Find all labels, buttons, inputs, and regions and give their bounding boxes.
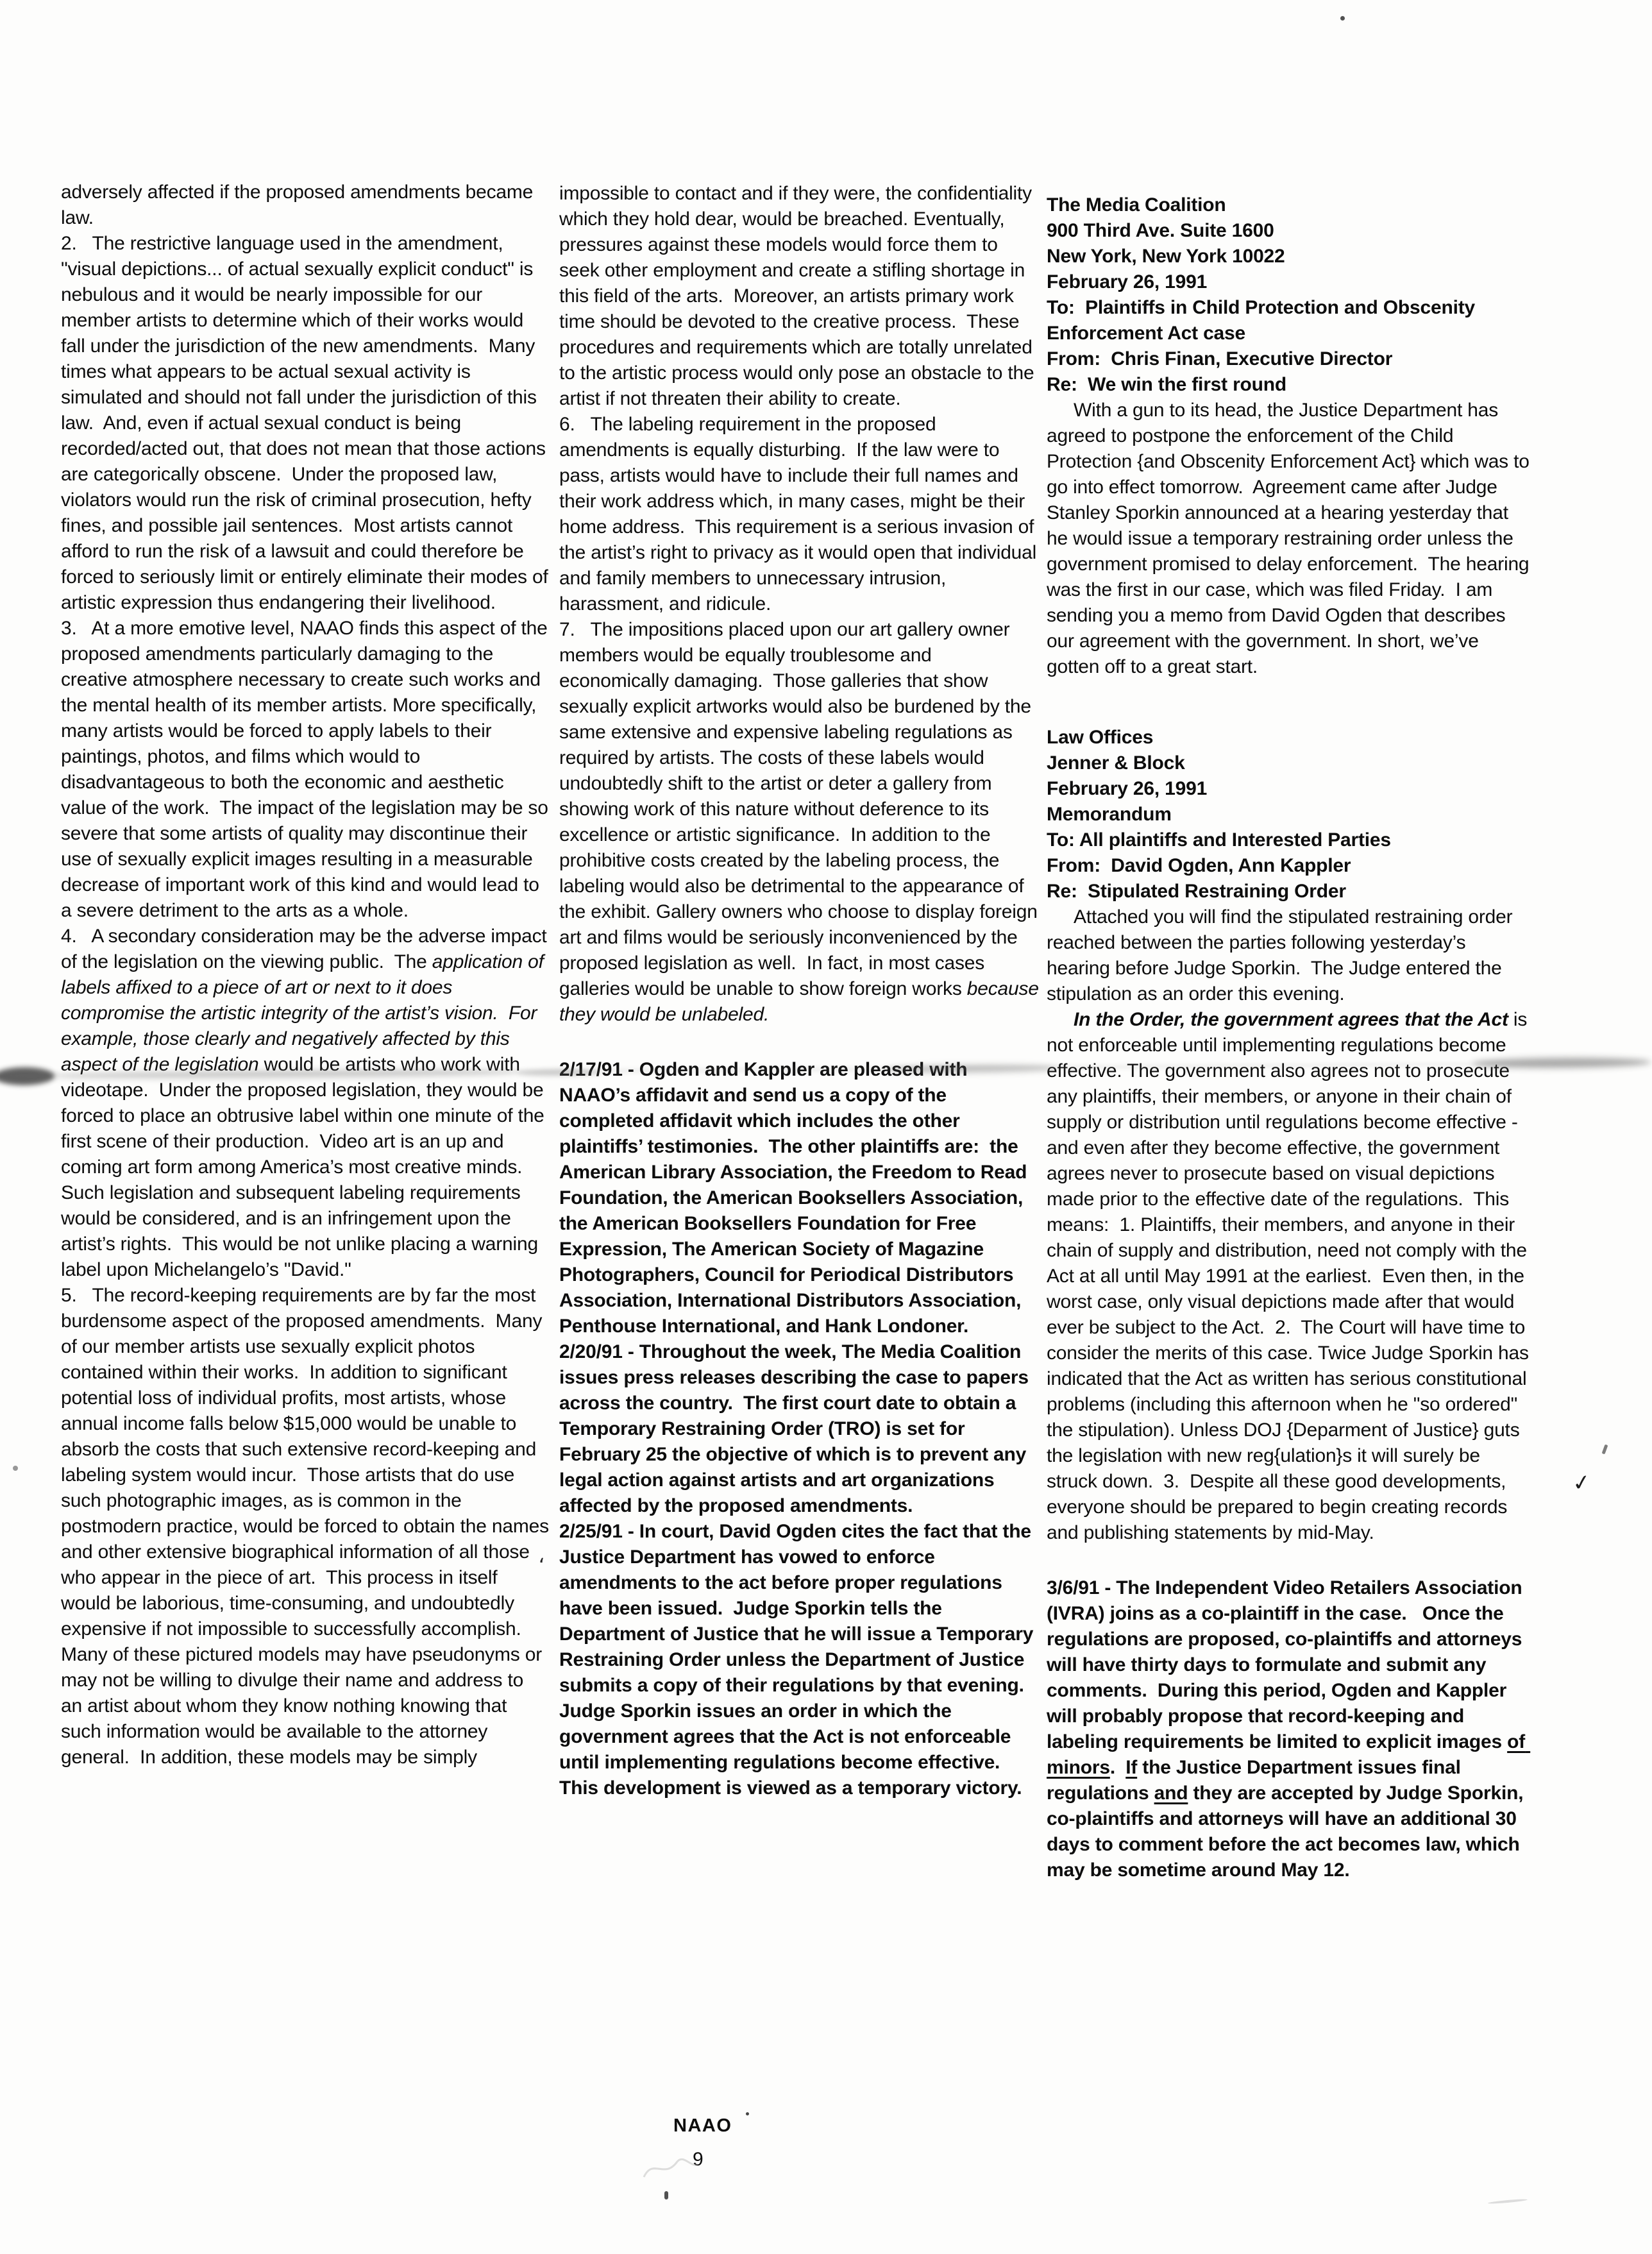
memo2-body-paragraph-2 <box>1047 1007 1534 1546</box>
footer-org-name: NAAO <box>673 2115 732 2136</box>
memo1-org-line: The Media Coalition <box>1047 194 1226 216</box>
entry-3-6-text-1: 3/6/91 - The Independent Video Retailers Association (IVRA) joins as a co-plaintiff in the case. Once the regulations are proposed, co-plaintiffs and attorneys will have thirty days to formulate and submit any comments. During this period, Ogden and Kappler will probably propose that record-keeping and labeling requirements be limited to explicit images <box>1047 1577 1528 1752</box>
entry-3-6-underline-of-minors: of minors <box>1047 1731 1531 1778</box>
column-2 <box>559 181 1044 1801</box>
paragraph-4-lead: 4. A secondary consideration may be the adverse impact of the legislation on the viewing public. The <box>61 926 552 972</box>
dust-speck <box>746 2112 749 2115</box>
memo2-bold-italic-lead: In the Order, the government agrees that the Act <box>1074 1009 1508 1030</box>
continuation-paragraph: adversely affected if the proposed amendments became law. <box>61 182 539 228</box>
memo2-from-line: From: David Ogden, Ann Kappler <box>1047 855 1351 876</box>
paragraph-7-text: 7. The impositions placed upon our art gallery owner members would be equally troublesome and economically damaging. Those galleries that show sexually explicit artworks would also be burdened by the same extensive and expensive labeling regulations as required by artists. The costs of these labels would undoubtedly shift to the artist or deter a gallery from showing work of this nature without deference to its excellence or artistic significance. In addition to the prohibitive costs created by the labeling process, the labeling would also be detrimental to the appearance of the exhibit. Gallery owners who choose to display foreign art and films would be seriously inconvenienced by the proposed legislation as well. In fact, in most cases galleries would be unable to show foreign works <box>559 619 1043 999</box>
memo1-from-line: From: Chris Finan, Executive Director <box>1047 348 1393 369</box>
paragraph-5-continuation: impossible to contact and if they were, the confidentiality which they hold dear, would be breached. Eventually, pressures against these models would force them to seek other employment and create a stifling shortage in this field of the arts. Moreover, an artists primary work time should be devoted to the creative process. These procedures and requirements which are totally unrelated to the artistic process would only pose an obstacle to the artist if not threaten their ability to create. <box>559 183 1040 409</box>
column-3 <box>1047 192 1534 1883</box>
paragraph-4-rest: would be artists who work with videotape. Under the proposed legislation, they would be forced to place an obtrusive label within one minute of the first scene of their production. Video art is an up and coming art form among America’s most creative minds. Such legislation and subsequent labeling requirements would be considered, and is an infringement upon the artist’s rights. This would be not unlike placing a warning label upon Michelangelo’s "David." <box>61 1054 550 1280</box>
smudge-blob <box>0 1067 55 1085</box>
memo1-city-line: New York, New York 10022 <box>1047 246 1285 267</box>
numbered-paragraph-2: 2. The restrictive language used in the amendment, "visual depictions... of actual sexually explicit conduct" is nebulous and it would be nearly impossible for our member artists to determine which of their works would fall under the jurisdiction of the new amendments. Many times what appears to be actual sexual activity is simulated and should not fall under the jurisdiction of this law. And, even if actual sexual conduct is being recorded/acted out, that does not mean that those actions are categorically obscene. Under the proposed law, violators would run the risk of criminal prosecution, hefty fines, and possible jail sentences. Most artists cannot afford to run the risk of a lawsuit and could therefore be forced to seriously limit or entirely eliminate their modes of artistic expression thus endangering their livelihood. <box>61 233 553 613</box>
timeline-entry-3-6-91 <box>1047 1575 1534 1883</box>
footer-page-number: 9 <box>693 2149 704 2170</box>
entry-3-6-underline-if: If <box>1125 1757 1138 1778</box>
memo1-body-paragraph: With a gun to its head, the Justice Department has agreed to postpone the enforcement of the Child Protection {and Obscenity Enforcement Act} which was to go into effect tomorrow. Agreement came after Judge Stanley Sporkin announced at a hearing yesterday that he would issue a temporary restraining order unless the government promised to delay enforcement. The hearing was the first in our case, which was filed Friday. I am sending you a memo from David Ogden that describes our agreement with the government. In short, we’ve gotten off to a great start. <box>1047 400 1535 677</box>
memo2-type-line: Memorandum <box>1047 804 1172 825</box>
memo1-date-line: February 26, 1991 <box>1047 271 1208 292</box>
memo2-to-line: To: All plaintiffs and Interested Parties <box>1047 829 1391 851</box>
timeline-entry-2-17-91: 2/17/91 - Ogden and Kappler are pleased with NAAO’s affidavit and send us a copy of the completed affidavit which includes the other plaintiffs’ testimonies. The other plaintiffs are: the American Library Association, the Freedom to Read Foundation, the American Booksellers Association, the American Booksellers Foundation for Free Expression, The American Society of Magazine Photographers, Council for Periodical Distributors Association, International Distributors Association, Penthouse International, and Hank Londoner. <box>559 1059 1032 1337</box>
memo2-header-block <box>1047 725 1534 904</box>
numbered-paragraph-3: 3. At a more emotive level, NAAO finds this aspect of the proposed amendments particularly damaging to the creative atmosphere necessary to create such works and the mental health of its member artists. More specifically, many artists would be forced to apply labels to their paintings, photos, and films which would to disadvantageous to both the economic and aesthetic value of the work. The impact of the legislation may be so severe that some artists of quality may discontinue their use of sexually explicit images resulting in a measurable decrease of important work of this kind and would lead to a severe detriment to the arts as a whole. <box>61 618 553 921</box>
memo2-firm-line: Law Offices <box>1047 727 1154 748</box>
dust-speck <box>1340 16 1345 21</box>
dust-speck <box>664 2191 668 2199</box>
dust-speck <box>13 1466 18 1471</box>
stray-apostrophe-mark: ʻ <box>539 1555 545 1577</box>
memo2-re-line: Re: Stipulated Restraining Order <box>1047 881 1346 902</box>
memo1-header-block <box>1047 192 1534 398</box>
memo2-date-line: February 26, 1991 <box>1047 778 1208 799</box>
numbered-paragraph-6: 6. The labeling requirement in the proposed amendments is equally disturbing. If the law were to pass, artists would have to include their full names and their work address which, in many cases, might be their home address. This requirement is a serious invasion of the artist’s right to privacy as it would open that individual and family members to unnecessary intrusion, harassment, and ridicule. <box>559 414 1042 614</box>
entry-3-6-text-4: they are accepted by Judge Sporkin, co-plaintiffs and attorneys will have an additional 30 days to comment before the act becomes law, which may be sometime around May 12. <box>1047 1783 1529 1881</box>
column-1 <box>61 180 555 1770</box>
numbered-paragraph-4 <box>61 924 550 1283</box>
memo2-firm-name-line: Jenner & Block <box>1047 752 1185 774</box>
numbered-paragraph-5: 5. The record-keeping requirements are by far the most burdensome aspect of the proposed amendments. Many of our member artists use sexually explicit photos contained within their works. In addition to significant potential loss of individual profits, most artists, whose annual income falls below $15,000 would be unable to absorb the costs that such extensive record-keeping and labeling system would incur. Those artists that do use such photographic images, as is common in the postmodern practice, would be forced to obtain the names and other extensive biographical information of all those who appear in the piece of art. This process in itself would be laborious, time-consuming, and undoubtedly expensive if not impossible to successfully accomplish. Many of these pictured models may have pseudonyms or may not be willing to divulge their name and address to an artist about whom they know nothing knowing that such information would be available to the attorney general. In addition, these models may be simply <box>61 1285 555 1768</box>
paragraph-7-italic-text: because they would be unlabeled. <box>559 978 1044 1025</box>
entry-3-6-text-2: . <box>1109 1757 1126 1778</box>
numbered-paragraph-7 <box>559 617 1044 1028</box>
margin-check-scribble: ✓ <box>1571 1469 1593 1497</box>
memo2-body-paragraph-1: Attached you will find the stipulated restraining order reached between the parties following yesterday’s hearing before Judge Sporkin. The Judge entered the stipulation as an order this evening. <box>1047 906 1518 1004</box>
memo2-body-rest: is not enforceable until implementing regulations become effective. The government also agrees not to prosecute any plaintiffs, their members, or anyone in their chain of supply or distribution until regulations become effective - and even after they become effective, the government agrees never to prosecute based on visual depictions made prior to the effective date of the regulations. This means: 1. Plaintiffs, their members, and anyone in their chain of supply and distribution, need not comply with the Act at all until May 1991 at the earliest. Even then, in the worst case, only visual depictions made after that would ever be subject to the Act. 2. The Court will have time to consider the merits of this case. Twice Judge Sporkin has indicated that the Act as written has serious constitutional problems (including this afternoon when he "so ordered" the stipulation). Unless DOJ {Deparment of Justice} guts the legislation with new reg{ulation}s it will surely be struck down. 3. Despite all these good developments, everyone should be prepared to begin creating records and publishing statements by mid-May. <box>1047 1009 1534 1543</box>
memo1-address-line: 900 Third Ave. Suite 1600 <box>1047 220 1274 241</box>
timeline-entry-2-25-91: 2/25/91 - In court, David Ogden cites the fact that the Justice Department has vowed to enforce amendments to the act before proper regulations have been issued. Judge Sporkin tells the Department of Justice that he will issue a Temporary Restraining Order unless the Department of Justice submits a copy of their regulations by that evening. Judge Sporkin issues an order in which the government agrees that the Act is not enforceable until implementing regulations become effective. This development is viewed as a temporary victory. <box>559 1521 1039 1799</box>
memo1-re-line: Re: We win the first round <box>1047 374 1287 395</box>
memo1-to-line: To: Plaintiffs in Child Protection and Obscenity Enforcement Act case <box>1047 297 1481 344</box>
pencil-scribble <box>640 2150 701 2185</box>
entry-3-6-underline-and: and <box>1154 1783 1188 1804</box>
paragraph-4-italic-text: application of labels affixed to a piece of art or next to it does compromise the artistic integrity of the artist’s vision. For example, those clearly and negatively affected by this aspect of the legislation <box>61 951 549 1075</box>
dust-speck <box>1602 1445 1608 1455</box>
entry-3-6-text-3: the Justice Department issues final regulations <box>1047 1757 1466 1804</box>
timeline-entry-2-20-91: 2/20/91 - Throughout the week, The Media Coalition issues press releases describing the case to papers across the country. The first court date to obtain a Temporary Restraining Order (TRO) is set for February 25 the objective of which is to prevent any legal action against artists and art organizations affected by the proposed amendments. <box>559 1341 1034 1516</box>
dust-speck <box>1488 2198 1528 2204</box>
